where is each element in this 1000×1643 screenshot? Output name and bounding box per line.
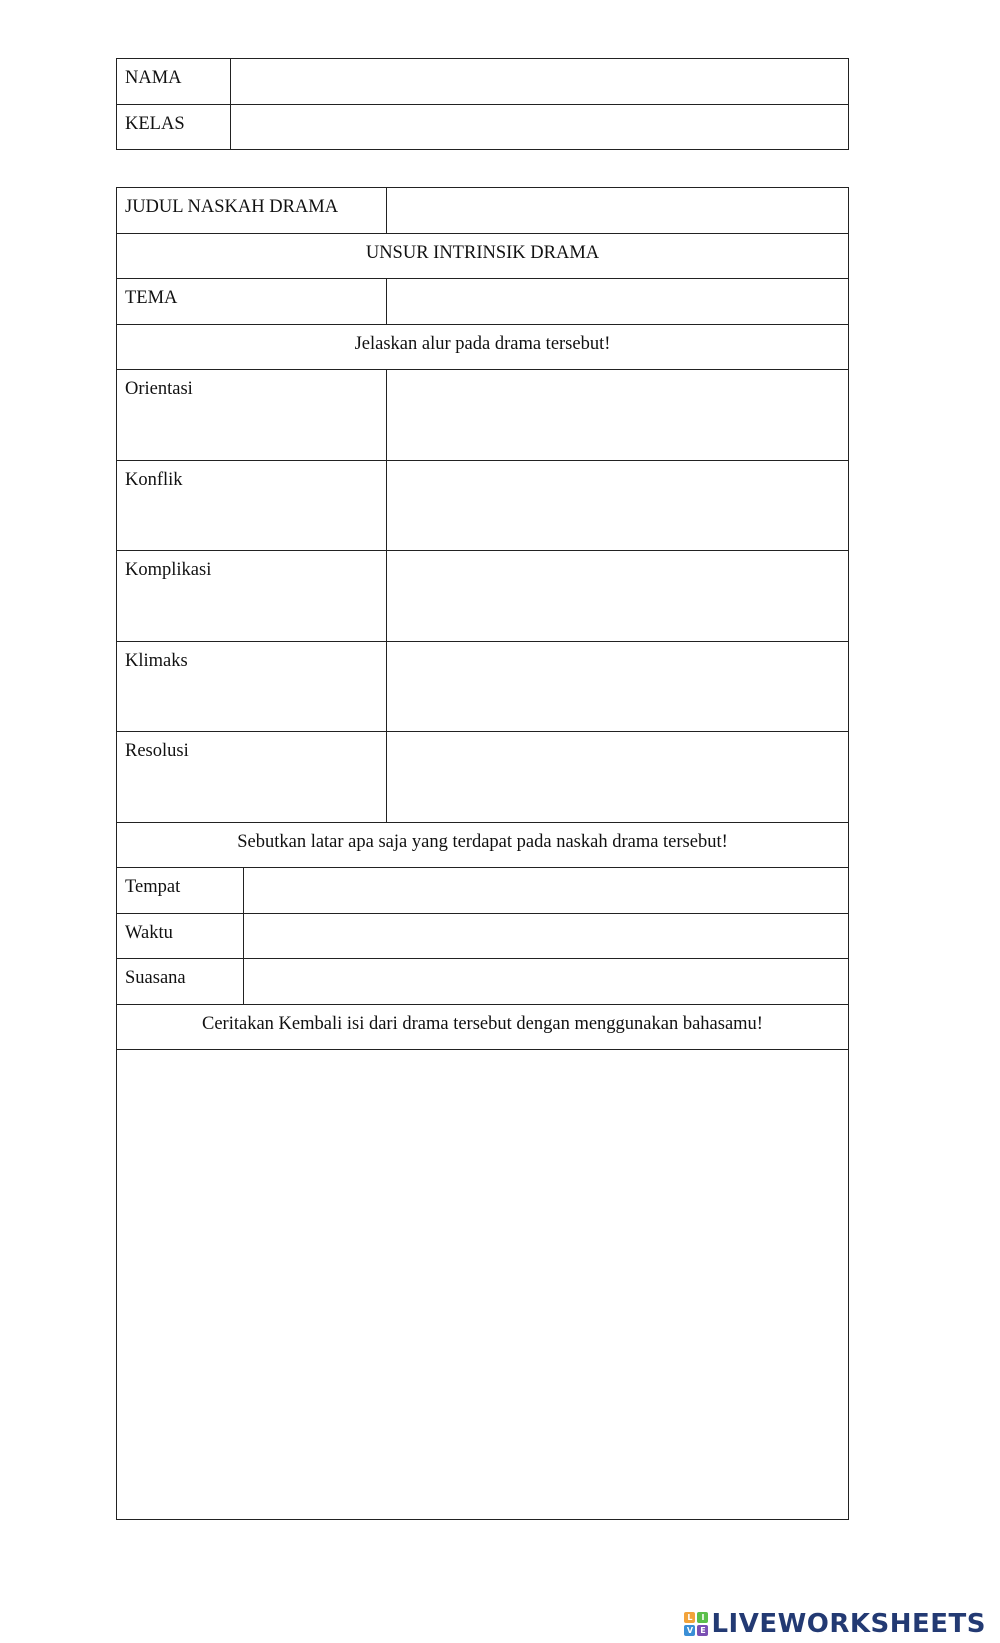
plot-prompt-row: [117, 324, 849, 370]
name-label: NAMA: [117, 59, 231, 105]
logo-tile: V: [684, 1625, 695, 1636]
name-row: [117, 59, 849, 105]
class-row: [117, 104, 849, 150]
theme-answer-field[interactable]: [387, 279, 849, 325]
title-answer-field[interactable]: [387, 188, 849, 234]
setting-row-suasana: [117, 959, 849, 1005]
setting-item-label: Tempat: [117, 868, 244, 914]
logo-tile: E: [697, 1625, 708, 1636]
plot-prompt: Jelaskan alur pada drama tersebut!: [117, 324, 849, 370]
plot-stage-label: Klimaks: [117, 641, 387, 732]
identity-table: [116, 58, 849, 150]
title-label: JUDUL NASKAH DRAMA: [117, 188, 387, 234]
waktu-answer-field[interactable]: [244, 913, 849, 959]
retell-prompt-row: [117, 1004, 849, 1050]
setting-item-label: Waktu: [117, 913, 244, 959]
setting-prompt-row: [117, 822, 849, 868]
name-answer-field[interactable]: [231, 59, 849, 105]
plot-row-komplikasi: [117, 551, 849, 642]
klimaks-answer-field[interactable]: [387, 641, 849, 732]
retell-answer-row: [117, 1050, 849, 1520]
drama-worksheet-table: [116, 187, 849, 1520]
logo-text: LIVEWORKSHEETS: [711, 1609, 986, 1639]
plot-stage-label: Komplikasi: [117, 551, 387, 642]
logo-tile: L: [684, 1612, 695, 1623]
setting-row-tempat: [117, 868, 849, 914]
plot-stage-label: Resolusi: [117, 732, 387, 823]
retell-prompt: Ceritakan Kembali isi dari drama tersebut dengan menggunakan bahasamu!: [117, 1004, 849, 1050]
plot-row-klimaks: [117, 641, 849, 732]
suasana-answer-field[interactable]: [244, 959, 849, 1005]
liveworksheets-logo: [684, 1609, 986, 1639]
class-answer-field[interactable]: [231, 104, 849, 150]
title-row: [117, 188, 849, 234]
tempat-answer-field[interactable]: [244, 868, 849, 914]
setting-item-label: Suasana: [117, 959, 244, 1005]
plot-row-konflik: [117, 460, 849, 551]
konflik-answer-field[interactable]: [387, 460, 849, 551]
plot-stage-label: Orientasi: [117, 370, 387, 461]
setting-row-waktu: [117, 913, 849, 959]
plot-row-resolusi: [117, 732, 849, 823]
theme-label: TEMA: [117, 279, 387, 325]
resolusi-answer-field[interactable]: [387, 732, 849, 823]
theme-row: [117, 279, 849, 325]
logo-tile: I: [697, 1612, 708, 1623]
section-header: UNSUR INTRINSIK DRAMA: [117, 233, 849, 279]
plot-row-orientasi: [117, 370, 849, 461]
orientasi-answer-field[interactable]: [387, 370, 849, 461]
class-label: KELAS: [117, 104, 231, 150]
setting-prompt: Sebutkan latar apa saja yang terdapat pada naskah drama tersebut!: [117, 822, 849, 868]
retell-answer-field[interactable]: [117, 1050, 849, 1520]
komplikasi-answer-field[interactable]: [387, 551, 849, 642]
section-header-row: [117, 233, 849, 279]
logo-mark-icon: [684, 1612, 708, 1636]
plot-stage-label: Konflik: [117, 460, 387, 551]
